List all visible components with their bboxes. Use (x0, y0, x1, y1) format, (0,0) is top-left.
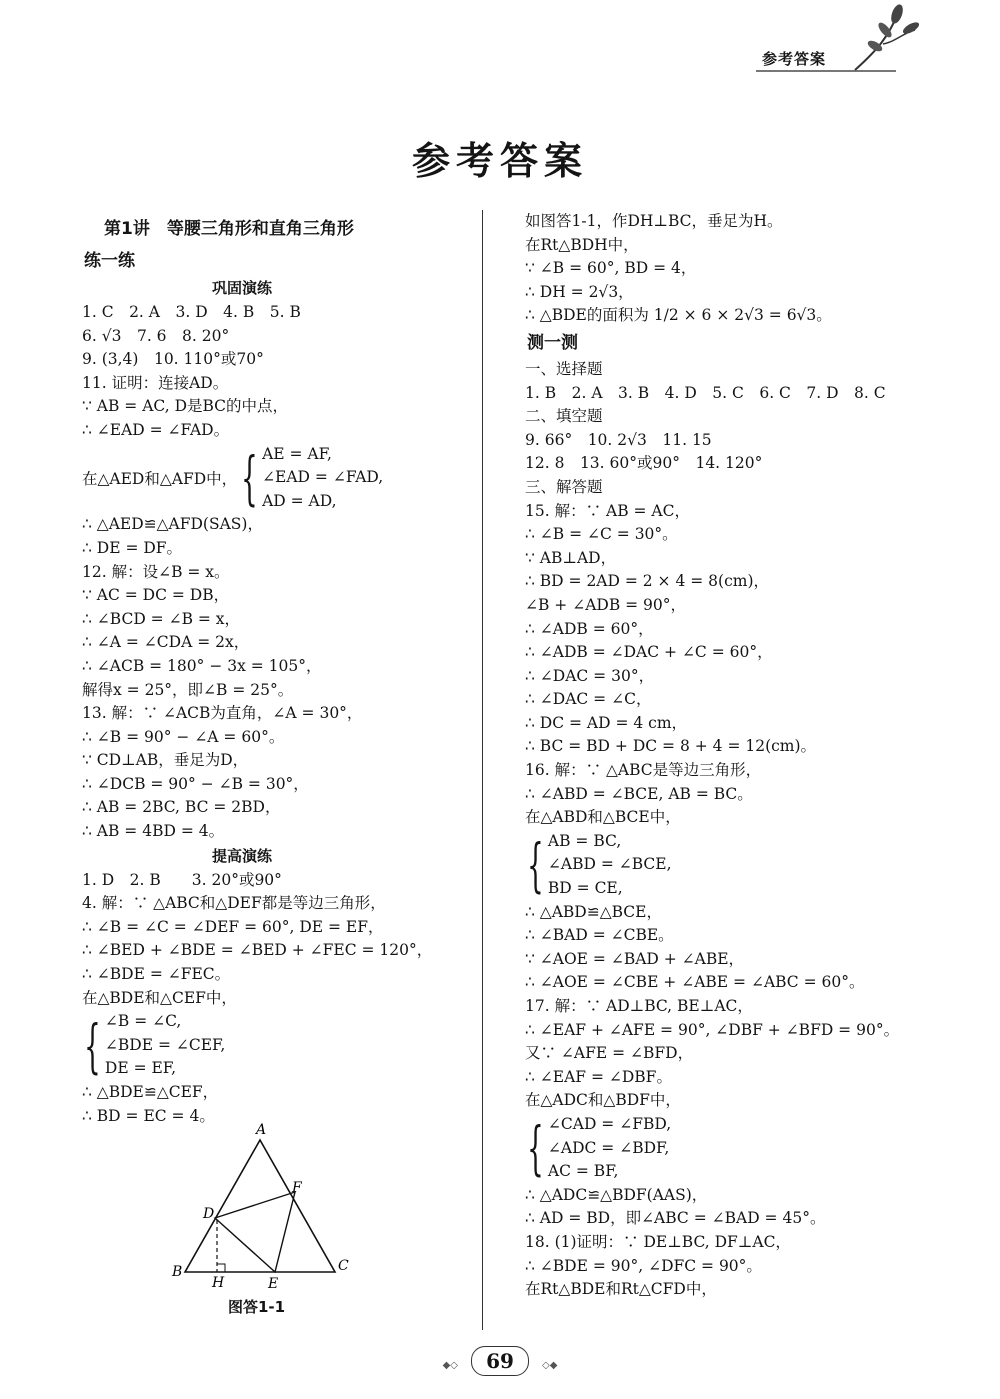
answer-line: ∴ △AED≌△AFD(SAS)， (82, 515, 263, 534)
answer-lines-a (82, 301, 462, 443)
answer-line: ∵ CD⊥AB，垂足为D， (82, 751, 249, 770)
brace-item: BD = CE, (547, 879, 623, 898)
answer-line: 4. 解：∵ △ABC和△DEF都是等边三角形， (82, 894, 386, 913)
label-d: D (203, 1206, 215, 1222)
answer-line: ∵ AB⊥AD， (525, 548, 617, 567)
brace-item: ∠B = ∠C, (104, 1012, 182, 1031)
answer-line: ∴ ∠BDE = 90°, ∠DFC = 90°。 (525, 1256, 762, 1275)
answer-line: 三、解答题 (525, 477, 603, 496)
label-b: B (172, 1264, 183, 1280)
brace-item: ∠ADC = ∠BDF, (547, 1138, 670, 1157)
brace-item: ∠BDE = ∠CEF, (104, 1035, 226, 1054)
answer-line: ∵ AB = AC, D是BC的中点， (82, 397, 289, 416)
page-number: 69 (471, 1346, 529, 1376)
answer-line: 9. (3,4) 10. 110°或70° (82, 350, 264, 369)
answer-line: 1. C 2. A 3. D 4. B 5. B (82, 303, 301, 321)
answer-line: 一、选择题 (525, 359, 603, 378)
answer-line: ∵ ∠AOE = ∠BAD + ∠ABE， (525, 949, 745, 968)
answer-line: ∴ ∠BED + ∠BDE = ∠BED + ∠FEC = 120°， (82, 941, 433, 960)
answer-lines-c (82, 869, 462, 1011)
triangle-figure (170, 1120, 370, 1290)
brace-items (105, 1010, 225, 1081)
answer-line: ∴ △BDE≌△CEF， (82, 1083, 219, 1101)
answer-line: 二、填空题 (525, 407, 603, 426)
answer-line: 在△BDE和△CEF中， (82, 988, 237, 1007)
answer-line: ∴ DH = 2√3， (525, 282, 634, 301)
answer-line: 在Rt△BDH中， (525, 235, 639, 254)
answer-line: ∴ ∠DAC = 30°， (525, 666, 655, 685)
answer-lines-c (525, 901, 945, 1113)
figure-caption: 图答1-1 (228, 1298, 286, 1316)
answer-line: ∴ ∠EAF = ∠DBF。 (525, 1067, 672, 1086)
answer-line: 11. 证明：连接AD。 (82, 373, 229, 392)
system-brace (82, 1010, 462, 1081)
answer-line: ∴ △BDE的面积为 1/2 × 6 × 2√3 = 6√3。 (525, 306, 832, 325)
column-divider (482, 210, 483, 1330)
brace-item: ∠EAD = ∠FAD, (262, 468, 384, 487)
brace-item: ∠ABD = ∠BCE, (547, 855, 672, 874)
answer-line: 1. B 2. A 3. B 4. D 5. C 6. C 7. D 8. C (525, 383, 886, 402)
diamond-icon: ◇◆ (542, 1360, 558, 1371)
answer-line: ∴ BC = BD + DC = 8 + 4 = 12(cm)。 (525, 737, 817, 756)
brace-items (548, 830, 672, 901)
answer-line: 12. 8 13. 60°或90° 14. 120° (525, 454, 763, 473)
answer-line: 6. √3 7. 6 8. 20° (82, 326, 230, 345)
answer-line: ∴ △ADC≌△BDF(AAS)， (525, 1185, 708, 1204)
answer-line: 17. 解：∵ AD⊥BC, BE⊥AC， (525, 997, 753, 1015)
answer-line: ∴ ∠DCB = 90° − ∠B = 30°， (82, 774, 309, 793)
answer-line: 12. 解：设∠B = x。 (82, 562, 230, 581)
system-brace (525, 1113, 945, 1184)
left-brace-icon: { (241, 443, 258, 512)
section-title-test: 测一测 (527, 332, 578, 353)
answer-lines-b (525, 358, 945, 830)
answer-line: 在△ABD和△BCE中， (525, 808, 681, 827)
answer-line: ∴ DE = DF。 (82, 538, 183, 557)
answer-line: ∵ ∠B = 60°, BD = 4， (525, 259, 697, 278)
brace-prefix: 在△AED和△AFD中， (82, 469, 238, 488)
answer-line: ∴ ∠EAF + ∠AFE = 90°, ∠DBF + ∠BFD = 90°。 (525, 1020, 900, 1039)
leaf-sprig-icon (845, 2, 925, 72)
footer (0, 1346, 1000, 1376)
answer-line: 18. (1)证明：∵ DE⊥BC, DF⊥AC， (525, 1232, 791, 1251)
left-brace-icon: { (84, 1011, 101, 1080)
answer-line: 1. D 2. B 3. 20°或90° (82, 870, 282, 889)
brace-item: DE = EF, (104, 1059, 177, 1078)
answer-line: 9. 66° 10. 2√3 11. 15 (525, 430, 712, 449)
answer-line: ∴ ∠BDE = ∠FEC。 (82, 965, 231, 984)
left-column (82, 212, 462, 1128)
brace-item: AD = AD, (262, 491, 337, 510)
left-brace-icon: { (527, 1114, 544, 1183)
answer-lines-b (82, 513, 462, 843)
answer-line: ∴ ∠BCD = ∠B = x， (82, 609, 241, 628)
answer-line: ∴ DC = AD = 4 cm， (525, 713, 688, 732)
diamond-icon: ◆◇ (442, 1360, 458, 1371)
answer-line: ∴ AD = BD，即∠ABC = ∠BAD = 45°。 (525, 1209, 826, 1228)
answer-line: ∴ ∠B = 90° − ∠A = 60°。 (82, 727, 285, 746)
answer-line: ∴ ∠ABD = ∠BCE, AB = BC。 (525, 784, 753, 803)
answer-line: 13. 解：∵ ∠ACB为直角，∠A = 30°， (82, 704, 363, 723)
page-title: 参考答案 (411, 139, 588, 183)
answer-line: ∴ ∠AOE = ∠CBE + ∠ABE = ∠ABC = 60°。 (525, 973, 865, 992)
answer-line: ∴ BD = EC = 4。 (82, 1106, 215, 1125)
label-f: F (292, 1180, 302, 1196)
brace-items (262, 443, 383, 514)
answer-line: ∴ ∠B = ∠C = ∠DEF = 60°, DE = EF， (82, 917, 384, 936)
answer-line: ∴ ∠ADB = ∠DAC + ∠C = 60°， (525, 643, 773, 662)
lesson-title: 第1讲 等腰三角形和直角三角形 (104, 219, 354, 239)
right-column (525, 210, 945, 1302)
answer-line: 又∵ ∠AFE = ∠BFD， (525, 1044, 694, 1063)
answer-line: 在Rt△BDE和Rt△CFD中， (525, 1280, 717, 1299)
subsection-advanced: 提高演练 (211, 846, 272, 865)
answer-line: ∴ ∠ADB = 60°， (525, 619, 654, 638)
answer-lines-d (525, 1184, 945, 1302)
brace-items (548, 1113, 671, 1184)
answer-line: ∴ ∠EAD = ∠FAD。 (82, 420, 230, 439)
left-brace-icon: { (527, 831, 544, 900)
right-angle-mark (217, 1264, 225, 1272)
section-title-practice: 练一练 (84, 251, 135, 271)
answer-line: ∴ ∠ACB = 180° − 3x = 105°， (82, 656, 322, 675)
answer-line: ∴ AB = 4BD = 4。 (82, 822, 225, 841)
answer-line: ∴ ∠A = ∠CDA = 2x， (82, 633, 250, 652)
system-brace (525, 830, 945, 901)
answer-line: ∴ AB = 2BC, BC = 2BD， (82, 798, 281, 817)
label-a: A (256, 1122, 267, 1138)
label-h: H (212, 1275, 225, 1290)
answer-line: ∵ AC = DC = DB， (82, 586, 230, 605)
answer-line: ∴ ∠DAC = ∠C， (525, 690, 652, 709)
subsection-consolidate: 巩固演练 (211, 279, 272, 297)
answer-line: ∴ ∠B = ∠C = 30°。 (525, 525, 678, 544)
brace-item: ∠CAD = ∠FBD, (547, 1114, 672, 1133)
header-tag: 参考答案 (762, 50, 827, 68)
brace-item: AB = BC, (547, 831, 622, 850)
brace-item: AE = AF, (262, 444, 332, 463)
answer-line: ∴ ∠BAD = ∠CBE。 (525, 926, 674, 945)
label-e: E (268, 1276, 279, 1290)
label-c: C (338, 1258, 349, 1274)
answer-line: ∴ BD = 2AD = 2 × 4 = 8(cm)， (525, 572, 770, 591)
triangle-def (215, 1192, 295, 1272)
answer-line: 16. 解：∵ △ABC是等边三角形， (525, 761, 762, 780)
answer-line: 如图答1-1，作DH⊥BC，垂足为H。 (525, 212, 783, 230)
answer-line: 15. 解：∵ AB = AC， (525, 501, 690, 520)
answer-line: ∴ △ABD≌△BCE， (525, 902, 662, 921)
answer-line: 在△ADC和△BDF中， (525, 1091, 681, 1110)
answer-line: 解得x = 25°，即∠B = 25°。 (82, 680, 294, 699)
brace-item: AC = BF, (547, 1162, 619, 1181)
system-brace (82, 443, 462, 514)
answer-line: ∠B + ∠ADB = 90°， (525, 595, 687, 614)
answer-lines-a (525, 210, 945, 328)
